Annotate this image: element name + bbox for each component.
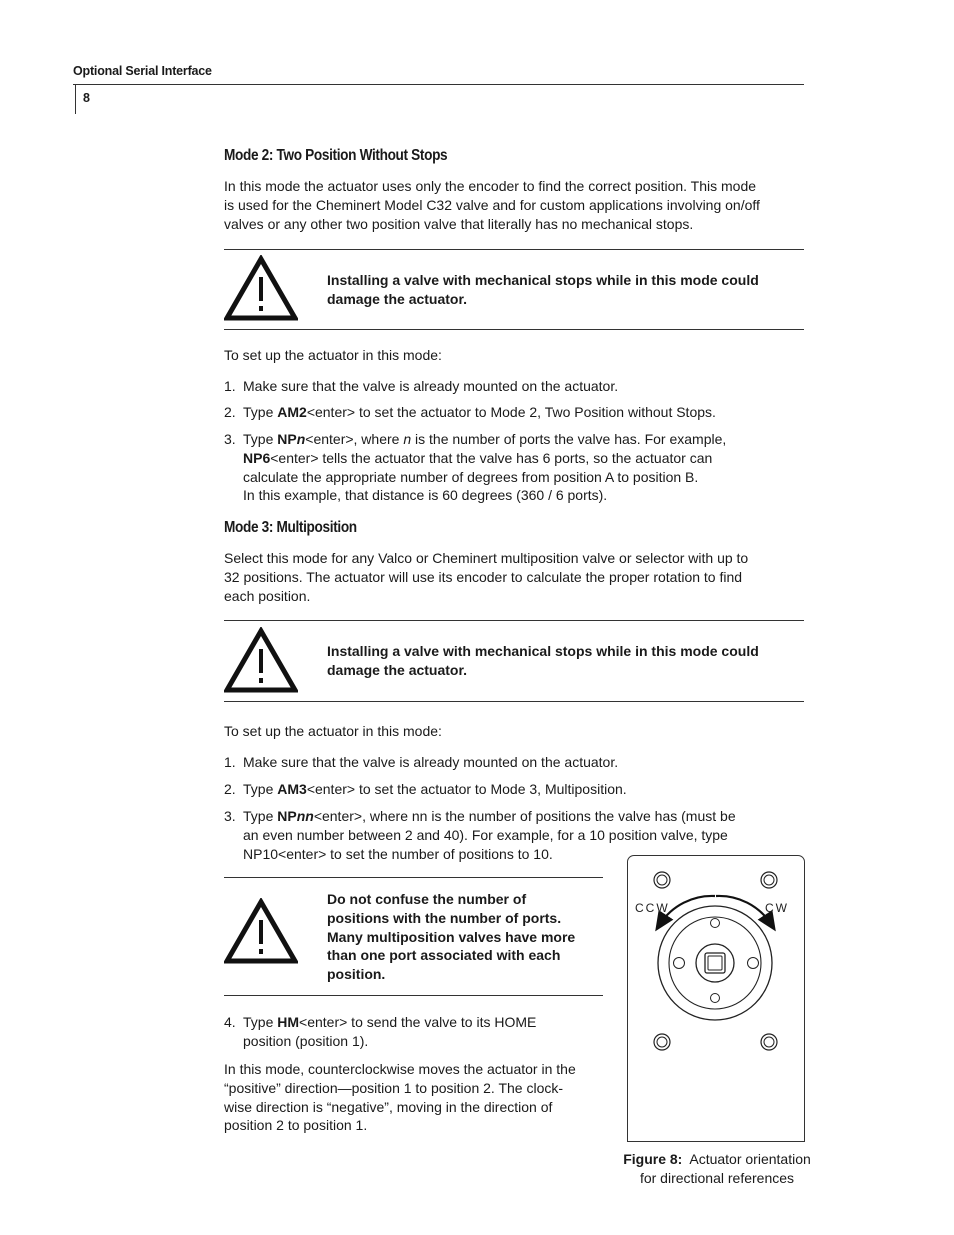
warning-top-rule <box>224 249 804 250</box>
mode3-setup-intro: To set up the actuator in this mode: <box>224 723 442 739</box>
mode2-intro: In this mode the actuator uses only the encoder to find the correct position. This mode is used for the Cheminert Model C32 valve and for custom applications involving on/off valves or any other two position valve that literally has no mechanical stops. <box>224 178 760 232</box>
mode2-heading: Mode 2: Two Position Without Stops <box>224 147 448 164</box>
command-am3: AM3 <box>277 781 307 797</box>
page-number: 8 <box>83 91 90 105</box>
mode3-intro: Select this mode for any Valco or Cheminert multiposition valve or selector with up to 32 positions. The actuator will use its encoder to calculate the proper rotation to find each position. <box>224 550 749 604</box>
cw-arrow <box>716 896 771 924</box>
mounting-hole <box>761 1034 777 1050</box>
warning-icon <box>224 898 298 964</box>
mode3-warning-text: Installing a valve with mechanical stops while in this mode could damage the actuator. <box>327 643 759 678</box>
warning-top-rule <box>224 620 804 621</box>
command-hm: HM <box>277 1014 300 1030</box>
warning-icon <box>224 255 298 321</box>
header-vertical-rule <box>75 85 76 114</box>
mode2-warning-text: Installing a valve with mechanical stops while in this mode could damage the actuator. <box>327 272 759 307</box>
warning-bottom-rule <box>224 995 603 996</box>
figure-label: Figure 8: <box>623 1151 683 1167</box>
mode3-warning2-text: Do not confuse the number of positions with the number of ports. Many multiposition valves have more than one port associated with each position. <box>327 891 576 983</box>
mode3-closing: In this mode, counterclockwise moves the actuator in the “positive” direction—position 1 to position 2. The clock- wise direction is “negative”, moving in the direction of position 2 to position 1. <box>224 1061 576 1134</box>
mounting-hole <box>654 1034 670 1050</box>
mounting-hole <box>761 872 777 888</box>
figure-caption: Figure 8: Actuator orientation for directional references <box>623 1151 811 1186</box>
mode2-setup-intro: To set up the actuator in this mode: <box>224 347 442 363</box>
mode3-heading: Mode 3: Multiposition <box>224 519 357 536</box>
actuator-diagram <box>628 856 804 1141</box>
warning-bottom-rule <box>224 329 804 330</box>
command-npnn: NPnn <box>277 808 314 824</box>
command-am2: AM2 <box>277 404 307 420</box>
ccw-label: CCW <box>635 901 670 915</box>
warning-top-rule <box>224 877 603 878</box>
valve-body <box>658 906 772 1020</box>
warning-bottom-rule <box>224 701 804 702</box>
command-np6: NP6 <box>243 449 271 466</box>
mounting-hole <box>654 872 670 888</box>
warning-icon <box>224 627 298 693</box>
actuator-figure <box>627 855 805 1142</box>
header-rule <box>73 84 804 85</box>
cw-label: CW <box>765 901 789 915</box>
command-npn: NPn <box>277 431 306 447</box>
running-head: Optional Serial Interface <box>73 64 212 78</box>
